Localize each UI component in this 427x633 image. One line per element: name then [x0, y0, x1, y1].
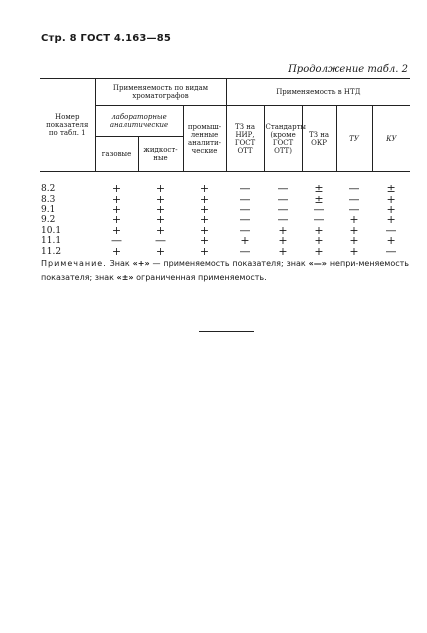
cell-ku: + [386, 234, 396, 248]
cell-tz-okr: — [313, 202, 325, 216]
continuation-label: Продолжение табл. 2 [288, 64, 408, 75]
cell-liquid: + [155, 202, 166, 216]
group-chromatograph-header: Применяемость по видам хроматографов [95, 79, 226, 106]
table-row [40, 172, 410, 195]
cell-standards: + [278, 244, 288, 258]
note-symbol-minus: «—» [308, 259, 327, 268]
row-index: 11.2 [41, 246, 62, 257]
note-text: Знак [106, 259, 133, 268]
note-text: ограниченная применяемость. [133, 273, 267, 282]
col-standards-header: Стандарты (кроме ГОСТ ОТТ) [264, 106, 302, 172]
cell-gas: + [111, 202, 122, 216]
cell-industrial: + [199, 202, 210, 216]
col-industrial-header: промыш-ленные аналити-ческие [183, 106, 226, 172]
cell-gas: + [111, 182, 122, 196]
note-lead: Примечание. [41, 259, 107, 268]
col-gas-header: газовые [95, 137, 138, 172]
cell-gas: + [111, 213, 122, 227]
cell-tu: + [349, 223, 359, 237]
cell-tz-okr: + [314, 234, 324, 248]
cell-tz-nir: + [240, 234, 250, 248]
cell-tu: + [349, 234, 359, 248]
table-note [41, 257, 409, 285]
cell-ku: + [386, 202, 396, 216]
subgroup-lab-header: лабораторные аналитические [95, 106, 183, 137]
col-liquid-header: жидкост-ные [138, 137, 183, 172]
cell-standards: — [277, 192, 289, 206]
applicability-table [40, 78, 410, 257]
note-text: — применяемость показателя; знак [149, 259, 309, 268]
cell-tz-okr: + [314, 244, 324, 258]
cell-standards: — [277, 182, 289, 196]
cell-tz-okr: — [313, 213, 325, 227]
cell-industrial: + [199, 213, 210, 227]
cell-tz-okr: ± [314, 182, 324, 196]
cell-tz-nir: — [239, 202, 251, 216]
cell-tz-nir: — [239, 244, 251, 258]
row-index: 9.1 [41, 204, 56, 215]
row-index: 9.2 [41, 215, 56, 226]
row-index: 8.2 [41, 184, 56, 195]
cell-tz-okr: + [314, 223, 324, 237]
col-ku-header: КУ [372, 106, 410, 172]
row-index: 11.1 [41, 236, 62, 247]
cell-standards: + [278, 234, 288, 248]
cell-liquid: + [155, 213, 166, 227]
cell-standards: + [278, 223, 288, 237]
cell-industrial: + [199, 234, 210, 248]
cell-industrial: + [199, 244, 210, 258]
cell-liquid: + [155, 192, 166, 206]
end-rule [199, 331, 254, 332]
note-text: непри-меняемость показателя; знак [41, 259, 409, 282]
note-symbol-plus: «+» [132, 259, 150, 268]
cell-tu: — [348, 202, 360, 216]
cell-ku: + [386, 213, 396, 227]
cell-standards: — [277, 202, 289, 216]
cell-liquid: + [155, 182, 166, 196]
cell-liquid: + [155, 244, 166, 258]
cell-liquid: — [155, 234, 166, 248]
col-tu-header: ТУ [336, 106, 372, 172]
cell-industrial: + [199, 223, 210, 237]
cell-industrial: + [199, 182, 210, 196]
row-index: 10.1 [41, 225, 62, 236]
cell-tz-nir: — [239, 182, 251, 196]
cell-industrial: + [199, 192, 210, 206]
page-header: Стр. 8 ГОСТ 4.163—85 [41, 33, 172, 44]
table-row [40, 246, 410, 256]
cell-liquid: + [155, 223, 166, 237]
cell-tz-nir: — [239, 192, 251, 206]
cell-standards: — [277, 213, 289, 227]
cell-ku: — [385, 223, 397, 237]
cell-ku: — [385, 244, 397, 258]
cell-ku: + [386, 192, 396, 206]
col-tz-nir-header: ТЗ на НИР, ГОСТ ОТТ [226, 106, 264, 172]
cell-gas: + [111, 192, 122, 206]
note-symbol-plus-minus: «±» [116, 273, 134, 282]
row-index: 8.3 [41, 194, 56, 205]
cell-gas: + [111, 223, 122, 237]
cell-tu: — [348, 182, 360, 196]
col-tz-okr-header: ТЗ на ОКР [302, 106, 336, 172]
cell-tz-nir: — [239, 223, 251, 237]
cell-ku: ± [386, 182, 396, 196]
cell-tz-okr: ± [314, 192, 324, 206]
col-index-header: Номер показателя по табл. 1 [40, 79, 95, 172]
group-ntd-header: Применяемость в НТД [226, 79, 410, 106]
cell-tu: — [348, 192, 360, 206]
cell-tu: + [349, 244, 359, 258]
cell-tz-nir: — [239, 213, 251, 227]
cell-tu: + [349, 213, 359, 227]
cell-gas: + [111, 244, 122, 258]
cell-gas: — [111, 234, 122, 248]
